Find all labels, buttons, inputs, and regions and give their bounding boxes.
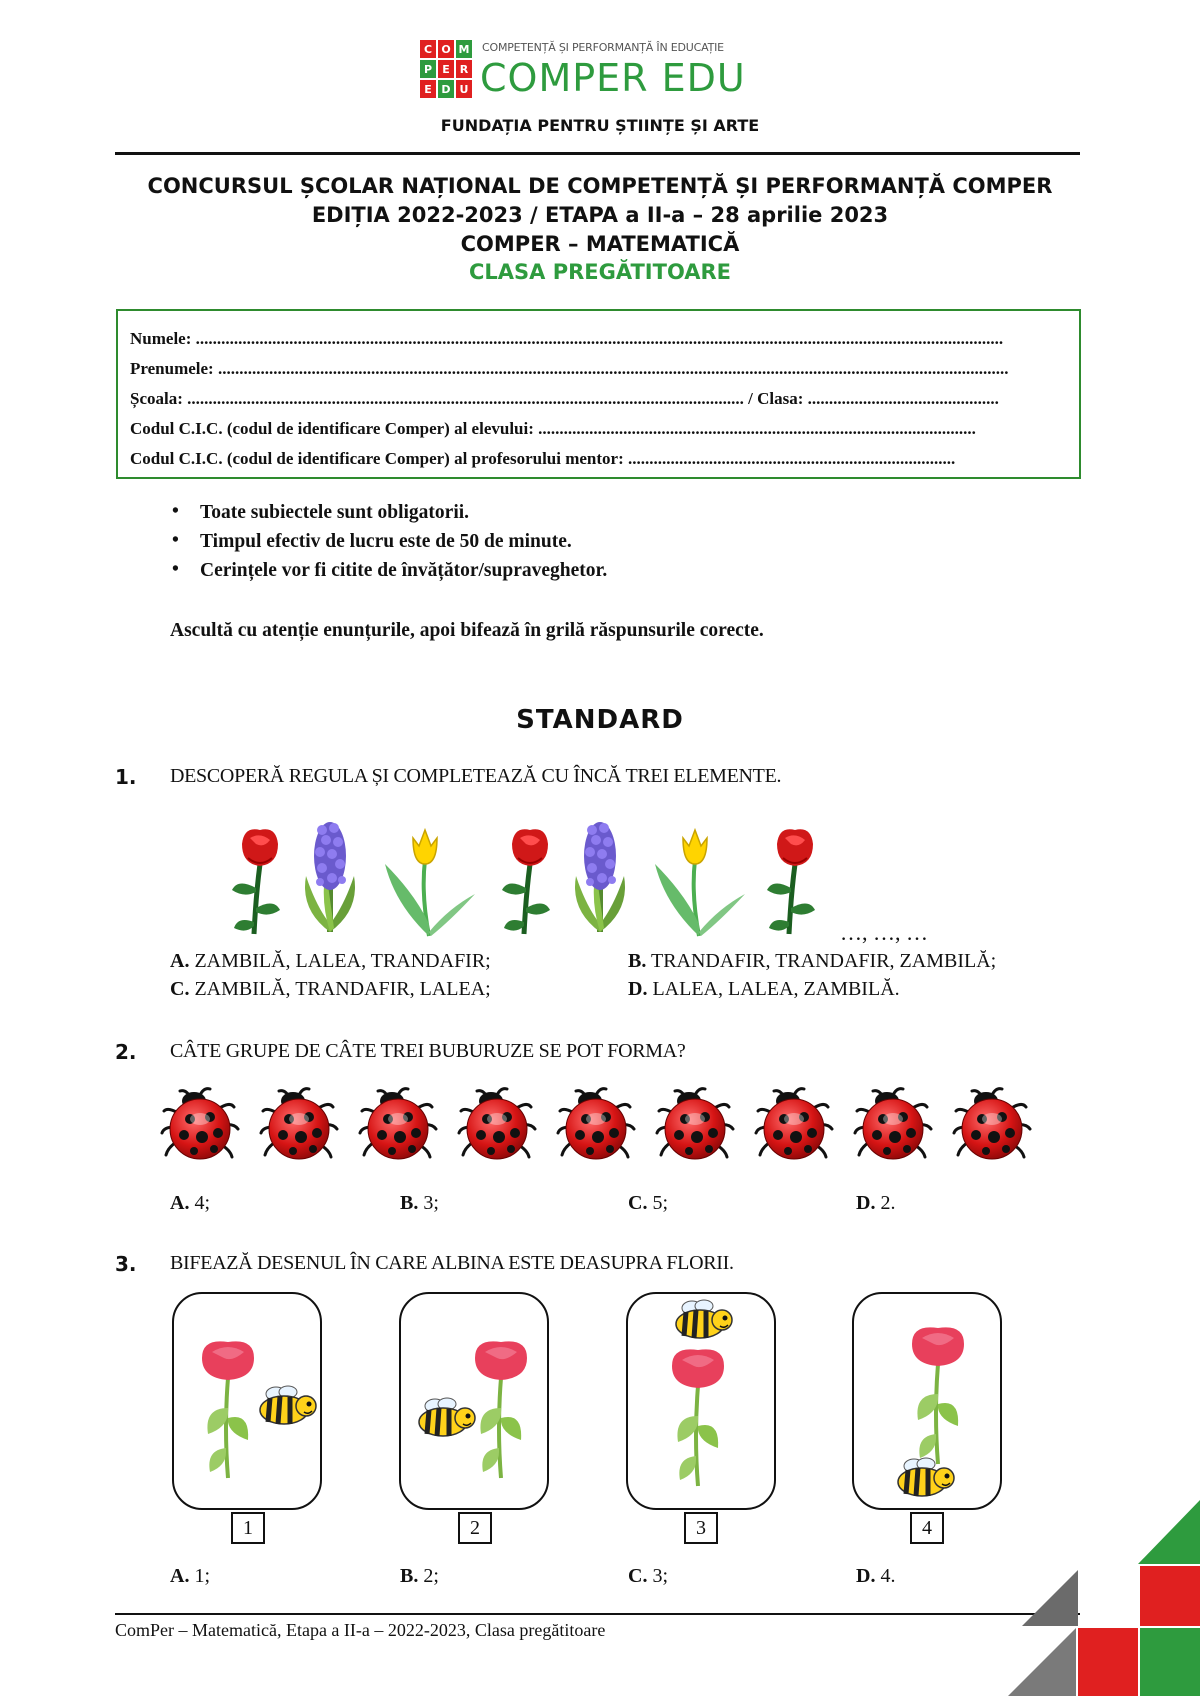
question-text: CÂTE GRUPE DE CÂTE TREI BUBURUZE SE POT FORMA? xyxy=(170,1040,686,1062)
option-d[interactable] xyxy=(856,1565,895,1588)
rose-icon xyxy=(767,829,815,934)
option-c[interactable] xyxy=(170,978,491,1001)
class-label: / Clasa: xyxy=(748,389,804,408)
option-text: 5; xyxy=(652,1192,669,1214)
header-divider xyxy=(115,152,1080,155)
logo-cell: M xyxy=(456,40,472,58)
ladybug-icon xyxy=(954,1089,1030,1159)
picture-frame-3[interactable] xyxy=(626,1292,776,1510)
logo-cell: U xyxy=(456,80,472,98)
section-title: STANDARD xyxy=(516,705,684,735)
fill-dots: ................................................................................................................................... xyxy=(187,389,744,408)
option-text: 4. xyxy=(880,1565,896,1587)
school-field[interactable] xyxy=(130,389,1067,409)
ladybug-icon xyxy=(261,1089,337,1159)
option-a[interactable] xyxy=(170,950,491,973)
option-letter: B. xyxy=(628,950,647,972)
option-letter: D. xyxy=(628,978,648,1000)
ladybug-icon xyxy=(657,1089,733,1159)
rule-item: • Timpul efectiv de lucru este de 50 de minute. xyxy=(170,531,607,560)
picture-number: 2 xyxy=(458,1512,492,1544)
option-b[interactable] xyxy=(400,1192,439,1215)
fill-dots: .............................................................................................................................................................................................. xyxy=(195,329,1004,348)
option-letter: B. xyxy=(400,1565,419,1587)
option-text: 2. xyxy=(880,1192,896,1214)
student-code-field[interactable] xyxy=(130,419,1067,439)
option-text: LALEA, LALEA, ZAMBILĂ. xyxy=(652,978,900,1000)
footer-divider xyxy=(115,1613,1080,1615)
logo-brand: COMPER EDU xyxy=(480,56,746,100)
question-number: 2. xyxy=(115,1040,137,1064)
option-text: 2; xyxy=(423,1565,439,1587)
logo-cell: E xyxy=(438,60,454,78)
option-letter: C. xyxy=(628,1565,648,1587)
bee-beside-flower-picture xyxy=(401,1294,551,1512)
option-text: 1; xyxy=(194,1565,211,1587)
option-text: ZAMBILĂ, LALEA, TRANDAFIR; xyxy=(194,950,491,972)
comper-edu-logo xyxy=(420,40,800,100)
hyacinth-icon xyxy=(575,822,625,932)
firstname-field[interactable] xyxy=(130,359,1067,379)
question-text: BIFEAZĂ DESENUL ÎN CARE ALBINA ESTE DEASUPRA FLORII. xyxy=(170,1252,734,1274)
grade-line: CLASA PREGĂTITOARE xyxy=(468,260,732,284)
subject-line: COMPER – MATEMATICĂ xyxy=(460,232,740,256)
flower-icon xyxy=(475,1341,527,1478)
flower-icon xyxy=(912,1327,964,1464)
option-text: 3; xyxy=(423,1192,439,1214)
bee-icon xyxy=(898,1458,954,1496)
picture-frame-1[interactable] xyxy=(172,1292,322,1510)
edition-line: EDIȚIA 2022-2023 / ETAPA a II-a – 28 aprilie 2023 xyxy=(311,203,889,227)
option-text: TRANDAFIR, TRANDAFIR, ZAMBILĂ; xyxy=(650,950,997,972)
mentor-code-label: Codul C.I.C. (codul de identificare Comper) al profesorului mentor: xyxy=(130,449,624,468)
rose-icon xyxy=(502,829,550,934)
option-b[interactable] xyxy=(628,950,996,973)
ladybug-row xyxy=(158,1085,1048,1167)
name-label: Numele: xyxy=(130,329,192,348)
ladybug-icon xyxy=(855,1089,931,1159)
option-c[interactable] xyxy=(628,1192,668,1215)
option-letter: A. xyxy=(170,950,190,972)
student-code-label: Codul C.I.C. (codul de identificare Comper) al elevului: xyxy=(130,419,534,438)
hyacinth-icon xyxy=(305,822,355,932)
question-text: DESCOPERĂ REGULA ȘI COMPLETEAZĂ CU ÎNCĂ TREI ELEMENTE. xyxy=(170,765,782,787)
option-letter: A. xyxy=(170,1565,190,1587)
bee-icon xyxy=(676,1300,732,1338)
option-letter: C. xyxy=(628,1192,648,1214)
sequence-blanks: …, …, … xyxy=(840,920,928,945)
picture-frame-2[interactable] xyxy=(399,1292,549,1510)
option-letter: A. xyxy=(170,1192,190,1214)
logo-tagline: COMPETENȚĂ ȘI PERFORMANȚĂ ÎN EDUCAȚIE xyxy=(482,41,724,54)
question-number: 3. xyxy=(115,1252,137,1276)
flower-icon xyxy=(672,1349,724,1486)
fill-dots: .......................................................................................................................................................................................... xyxy=(217,359,1009,378)
picture-frame-4[interactable] xyxy=(852,1292,1002,1510)
rule-item: • Cerințele vor fi citite de învățător/supraveghetor. xyxy=(170,560,607,589)
option-a[interactable] xyxy=(170,1565,210,1588)
option-letter: D. xyxy=(856,1192,876,1214)
fill-dots: ............................................................................. xyxy=(628,449,956,468)
ladybug-icon xyxy=(558,1089,634,1159)
logo-cell: P xyxy=(420,60,436,78)
bee-icon xyxy=(419,1398,475,1436)
page-number: 1 xyxy=(1104,1596,1121,1624)
option-text: 3; xyxy=(652,1565,669,1587)
ladybug-icon xyxy=(756,1089,832,1159)
ladybug-icon xyxy=(162,1089,238,1159)
picture-number: 4 xyxy=(910,1512,944,1544)
rules-list xyxy=(170,502,607,589)
picture-number: 1 xyxy=(231,1512,265,1544)
bee-icon xyxy=(260,1386,316,1424)
question-number: 1. xyxy=(115,765,137,789)
option-c[interactable] xyxy=(628,1565,668,1588)
instruction-text: Ascultă cu atenție enunțurile, apoi bifează în grilă răspunsurile corecte. xyxy=(170,620,764,641)
firstname-label: Prenumele: xyxy=(130,359,214,378)
option-d[interactable] xyxy=(856,1192,895,1215)
option-b[interactable] xyxy=(400,1565,439,1588)
fill-dots: ............................................. xyxy=(807,389,999,408)
logo-cell: R xyxy=(456,60,472,78)
bee-beside-flower-picture xyxy=(174,1294,324,1512)
corner-decoration xyxy=(1000,1500,1200,1696)
logo-cell: C xyxy=(420,40,436,58)
logo-cell: O xyxy=(438,40,454,58)
fill-dots: ....................................................................................................... xyxy=(538,419,976,438)
foundation-name: FUNDAȚIA PENTRU ȘTIINȚE ȘI ARTE xyxy=(440,116,760,135)
bee-below-flower-picture xyxy=(854,1294,1004,1512)
tulip-icon xyxy=(385,830,475,936)
contest-title: CONCURSUL ȘCOLAR NAȚIONAL DE COMPETENȚĂ ȘI PERFORMANȚĂ COMPER xyxy=(147,174,1053,198)
bee-above-flower-picture xyxy=(628,1294,778,1512)
ladybug-icon xyxy=(459,1089,535,1159)
picture-number: 3 xyxy=(684,1512,718,1544)
mentor-code-field[interactable] xyxy=(130,449,1067,469)
logo-cell: E xyxy=(420,80,436,98)
option-text: 4; xyxy=(194,1192,211,1214)
logo-mark xyxy=(420,40,472,98)
ladybug-icon xyxy=(360,1089,436,1159)
logo-cell: D xyxy=(438,80,454,98)
school-label: Școala: xyxy=(130,389,183,408)
footer-text: ComPer – Matematică, Etapa a II-a – 2022-2023, Clasa pregătitoare xyxy=(115,1620,606,1640)
option-text: ZAMBILĂ, TRANDAFIR, LALEA; xyxy=(194,978,491,1000)
option-letter: D. xyxy=(856,1565,876,1587)
option-letter: C. xyxy=(170,978,190,1000)
rule-item: • Toate subiectele sunt obligatorii. xyxy=(170,502,607,531)
option-letter: B. xyxy=(400,1192,419,1214)
rose-icon xyxy=(232,829,280,934)
option-a[interactable] xyxy=(170,1192,210,1215)
student-info-box xyxy=(116,309,1081,479)
name-field[interactable] xyxy=(130,329,1067,349)
option-d[interactable] xyxy=(628,978,900,1001)
tulip-icon xyxy=(655,830,745,936)
flower-icon xyxy=(202,1341,254,1478)
